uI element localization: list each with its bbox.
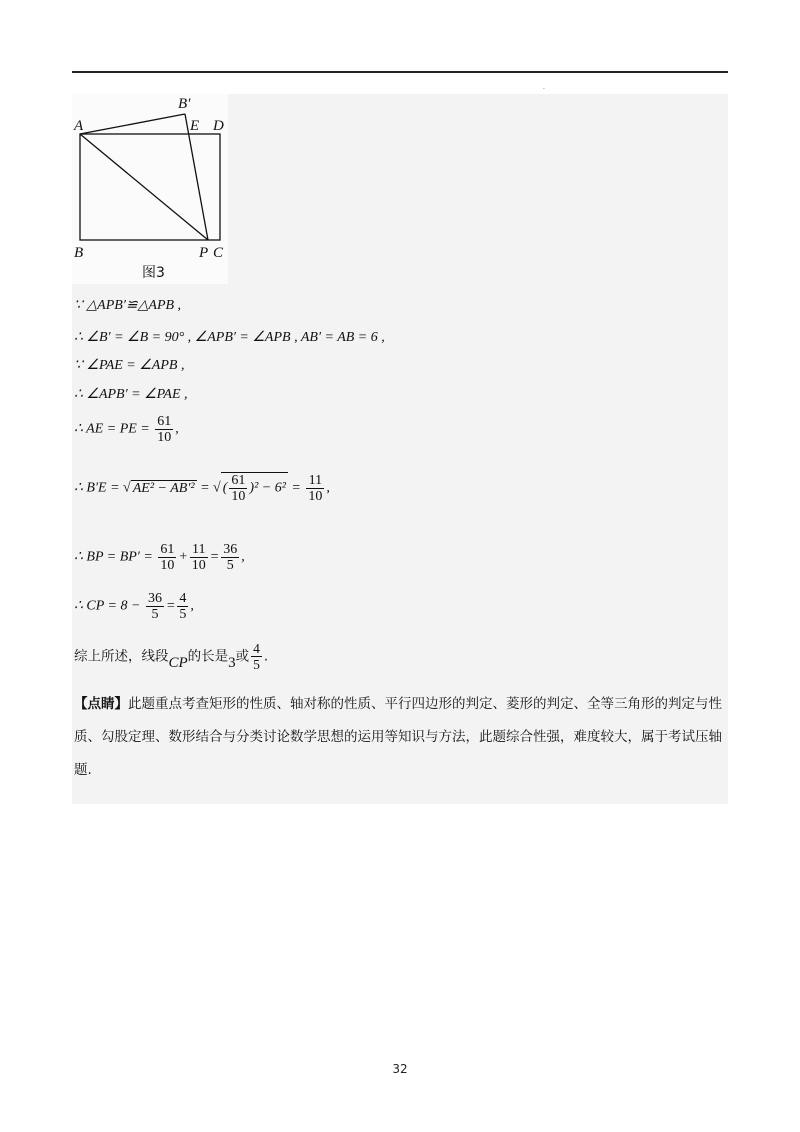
- solution-line-7: [74, 542, 245, 573]
- frac-den: 10: [160, 558, 175, 573]
- plus-sign: +: [178, 549, 188, 565]
- frac-num: 11: [190, 542, 208, 558]
- summary-var: CP: [168, 654, 188, 671]
- comment-paragraph: [74, 688, 724, 787]
- segment-ap: [80, 134, 208, 240]
- line8-suffix: ,: [190, 598, 194, 614]
- page-number: 32: [392, 1062, 408, 1076]
- frac-num: 61: [231, 473, 246, 488]
- sqrt-sign-2: √: [213, 480, 221, 496]
- rectangle-fold-diagram: [72, 94, 228, 284]
- line7-prefix: ∴ BP = BP′ =: [74, 549, 153, 565]
- comment-tag: 【点睛】: [74, 696, 128, 712]
- frac-num: 36: [223, 542, 238, 557]
- frac-num: 4: [253, 641, 260, 656]
- frac-num: 36: [147, 591, 162, 606]
- line6-rest: ² − 6²: [254, 480, 286, 496]
- equals-sign: =: [209, 549, 220, 565]
- line7-suffix: ,: [241, 549, 245, 565]
- fraction-61-10: [155, 414, 173, 445]
- line6-eq: =: [200, 480, 210, 496]
- line6-prefix: ∴ B′E =: [74, 480, 120, 496]
- frac-den: 10: [231, 489, 246, 504]
- solution-line-6: [74, 472, 330, 504]
- summary-prefix: 综上所述，线段: [74, 648, 169, 665]
- solution-line-4: ∴ ∠APB′ = ∠PAE ,: [74, 387, 188, 402]
- solution-line-8: [74, 591, 194, 622]
- fraction-b: [177, 591, 188, 622]
- summary-end: .: [263, 648, 269, 665]
- frac-den: 5: [151, 607, 159, 622]
- frac-num: 11: [306, 473, 324, 489]
- header-dot: .: [543, 84, 545, 91]
- summary-or: 或: [235, 648, 250, 665]
- sqrt-sign: √: [123, 480, 131, 496]
- line6-suffix: ,: [326, 480, 330, 496]
- label-e: E: [190, 118, 200, 134]
- solution-line-2: ∴ ∠B′ = ∠B = 90° , ∠APB′ = ∠APB , AB′ = AB = 6 ,: [74, 330, 385, 345]
- solution-line-5: [74, 414, 179, 445]
- figure-caption: 图3: [142, 265, 165, 281]
- frac-den: 5: [226, 558, 234, 573]
- comment-text: 此题重点考查矩形的性质、轴对称的性质、平行四边形的判定、菱形的判定、全等三角形的判定与性质、勾股定理、数形结合与分类讨论数学思想的运用等知识与方法，此题综合性强，难度较大，属于考试压轴题.: [74, 696, 722, 778]
- frac-den: 5: [179, 607, 187, 622]
- summary-line: [74, 641, 268, 672]
- sqrt-radicand-2: ( $\frac{61}{10}$ )² − 6²: [222, 473, 286, 504]
- fraction-b: [190, 542, 208, 573]
- line5-prefix: ∴ AE = PE =: [74, 421, 150, 437]
- line5-suffix: ,: [175, 421, 179, 437]
- fraction-a: [146, 591, 164, 622]
- label-b-prime: B′: [178, 96, 191, 112]
- frac-den: 5: [253, 657, 260, 672]
- frac-num: 4: [179, 591, 187, 606]
- solution-line-1: ∵ △APB′≌△APB ,: [74, 298, 182, 313]
- fraction-inner: [229, 473, 247, 504]
- segment-ab-prime: [80, 114, 185, 134]
- frac-den: 10: [157, 430, 172, 445]
- rectangle-abcd: [80, 134, 220, 240]
- label-d: D: [213, 118, 224, 134]
- summary-mid: 的长是: [187, 648, 229, 665]
- frac-den: 10: [308, 489, 323, 504]
- sqrt-radicand: AE² − AB′²: [132, 480, 195, 496]
- equals-sign: =: [165, 598, 176, 614]
- line6-eq2: =: [291, 480, 301, 496]
- frac-den: 10: [191, 558, 206, 573]
- geometry-figure: [72, 94, 228, 284]
- label-p: P: [199, 245, 209, 261]
- summary-fraction: [251, 641, 262, 672]
- frac-num: 61: [157, 414, 172, 429]
- label-b: B: [74, 245, 84, 261]
- label-c: C: [213, 245, 224, 261]
- line8-prefix: ∴ CP = 8 −: [74, 598, 141, 614]
- summary-val: 3: [228, 654, 236, 671]
- header-rule: [72, 71, 728, 73]
- solution-line-3: ∵ ∠PAE = ∠APB ,: [74, 358, 185, 373]
- label-a: A: [74, 118, 84, 134]
- frac-num: 61: [160, 542, 175, 557]
- fraction-11-10: [306, 473, 324, 504]
- fraction-c: [221, 542, 239, 573]
- fraction-a: [158, 542, 176, 573]
